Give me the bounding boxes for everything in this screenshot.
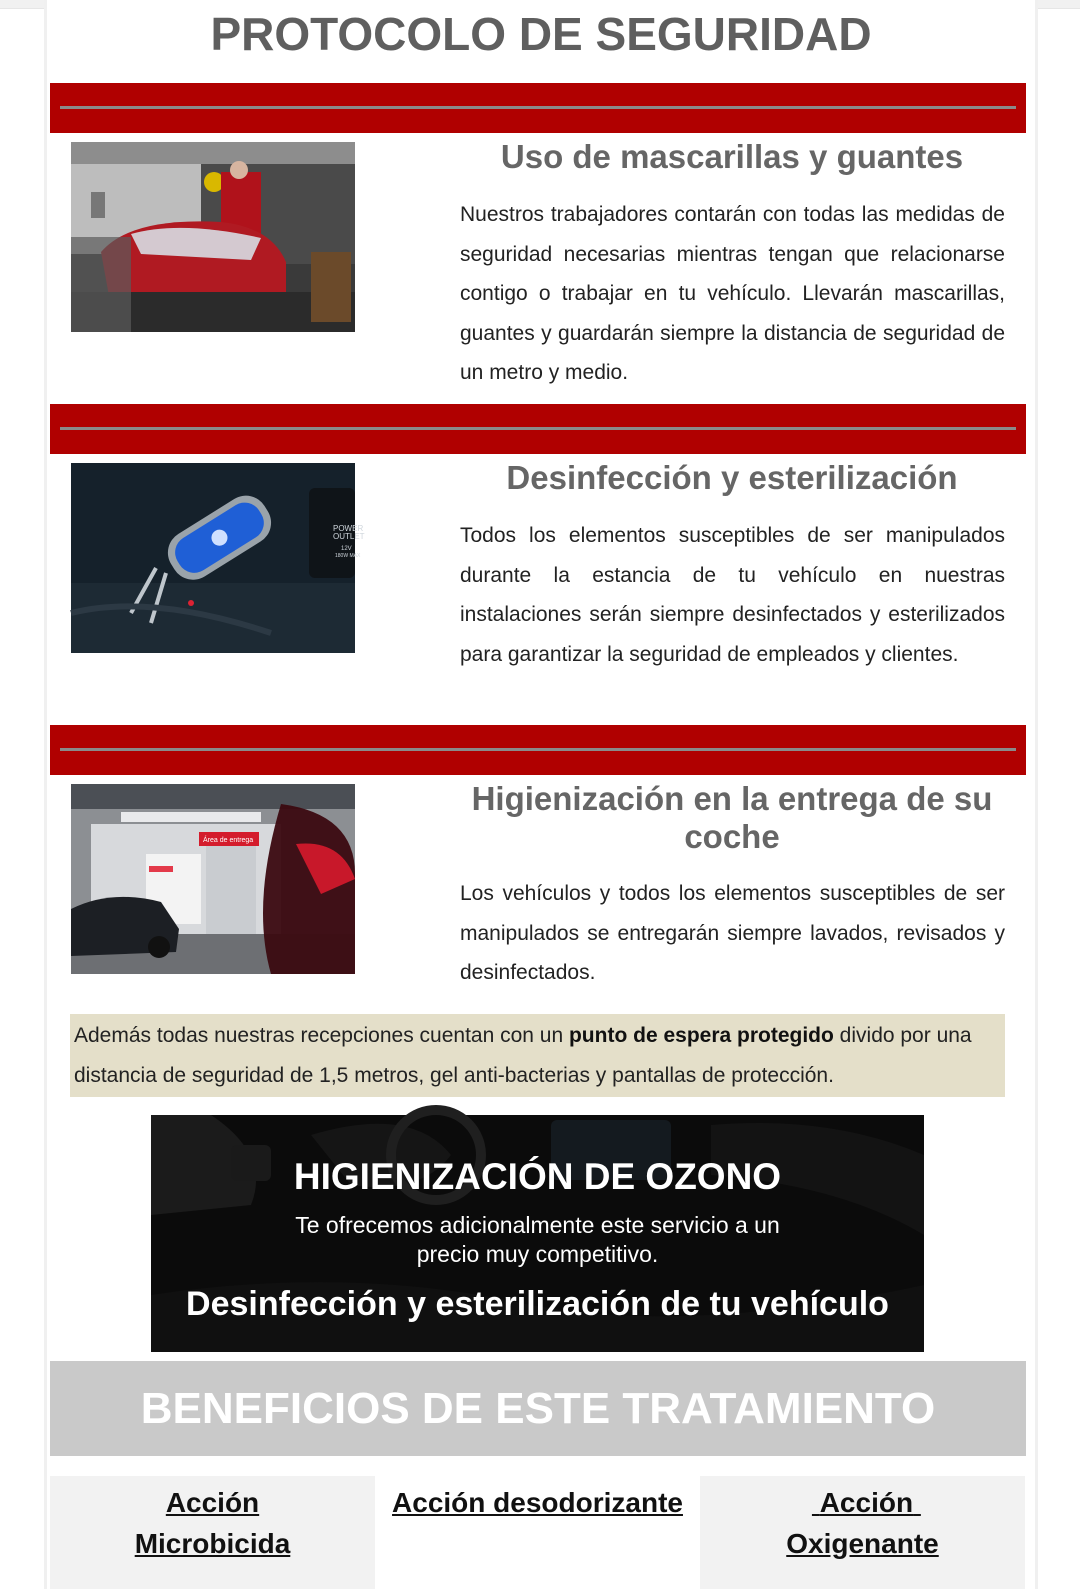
protected-waiting-note [70,1014,1005,1097]
note-text-before: Además todas nuestras recepciones cuentan con un [74,1024,569,1047]
ozone-heading: HIGIENIZACIÓN DE OZONO [293,1156,782,1197]
page-title: PROTOCOLO DE SEGURIDAD [210,8,872,60]
section-title-masks: Uso de mascarillas y guantes [500,138,964,175]
ozone-banner[interactable] [151,1115,924,1352]
ozone-line-1: Te ofrecemos adicionalmente este servicio a un [295,1212,780,1238]
benefit-column-oxygenating [700,1476,1025,1589]
ozone-tagline: Desinfección y esterilización de tu vehículo [186,1285,889,1323]
outlet-label-1: POWER [333,524,364,533]
ozone-line-2: precio muy competitivo. [416,1241,659,1267]
photo-delivery-area [71,784,355,974]
benefits-heading: BENEFICIOS DE ESTE TRATAMIENTO [140,1384,936,1433]
section-divider-band [50,725,1026,775]
divider-rule [60,748,1016,751]
page-container [44,0,1038,1589]
outlet-label-4: 180W MAX [335,553,361,559]
benefit-link-microbicide[interactable]: Acción Microbicida [134,1487,291,1559]
outlet-label-3: 12V [341,546,352,552]
outlet-label-2: OUTLET [333,532,365,541]
section-divider-band [50,404,1026,454]
section-title-delivery: Higienización en la entrega de su coche [471,780,993,855]
photo-mechanic-working [71,142,355,332]
benefit-column-microbicide [50,1476,375,1589]
section-text-masks: Nuestros trabajadores contarán con todas las medidas de seguridad necesarias mientras tengan que relacionarse contigo o trabajar en tu vehículo. Llevarán mascarillas, guantes y guardarán siempre la distancia de seguridad de un metro y medio. [460,203,1005,384]
benefit-column-deodorizer [375,1476,700,1589]
benefit-link-oxygenating[interactable]: Acción Oxigenante [786,1487,939,1559]
note-text-bold: punto de espera protegido [568,1024,834,1047]
divider-rule [60,106,1016,109]
note-text-after: divido por una distancia de seguridad de 1,5 metros, gel anti-bacterias y pantallas de protección. [74,1024,972,1087]
section-text-disinfection: Todos los elementos susceptibles de ser manipulados durante la estancia de tu vehículo en nuestras instalaciones serán siempre desinfectados y esterilizados para garantizar la seguridad de empleados y clientes. [460,524,1005,666]
section-divider-band [50,83,1026,133]
section-title-disinfection: Desinfección y esterilización [506,459,958,496]
delivery-sign-label: Área de entrega [203,837,254,844]
delivery-area-illustration [71,784,355,974]
benefit-link-deodorizer[interactable]: Acción desodorizante [392,1487,683,1518]
mechanic-illustration [71,142,355,332]
benefits-header [50,1361,1026,1456]
section-text-delivery: Los vehículos y todos los elementos susceptibles de ser manipulados se entregarán siempre lavados, revisados y desinfectados. [460,882,1005,984]
photo-car-key [71,463,365,653]
divider-rule [60,427,1016,430]
car-key-illustration [71,463,365,653]
